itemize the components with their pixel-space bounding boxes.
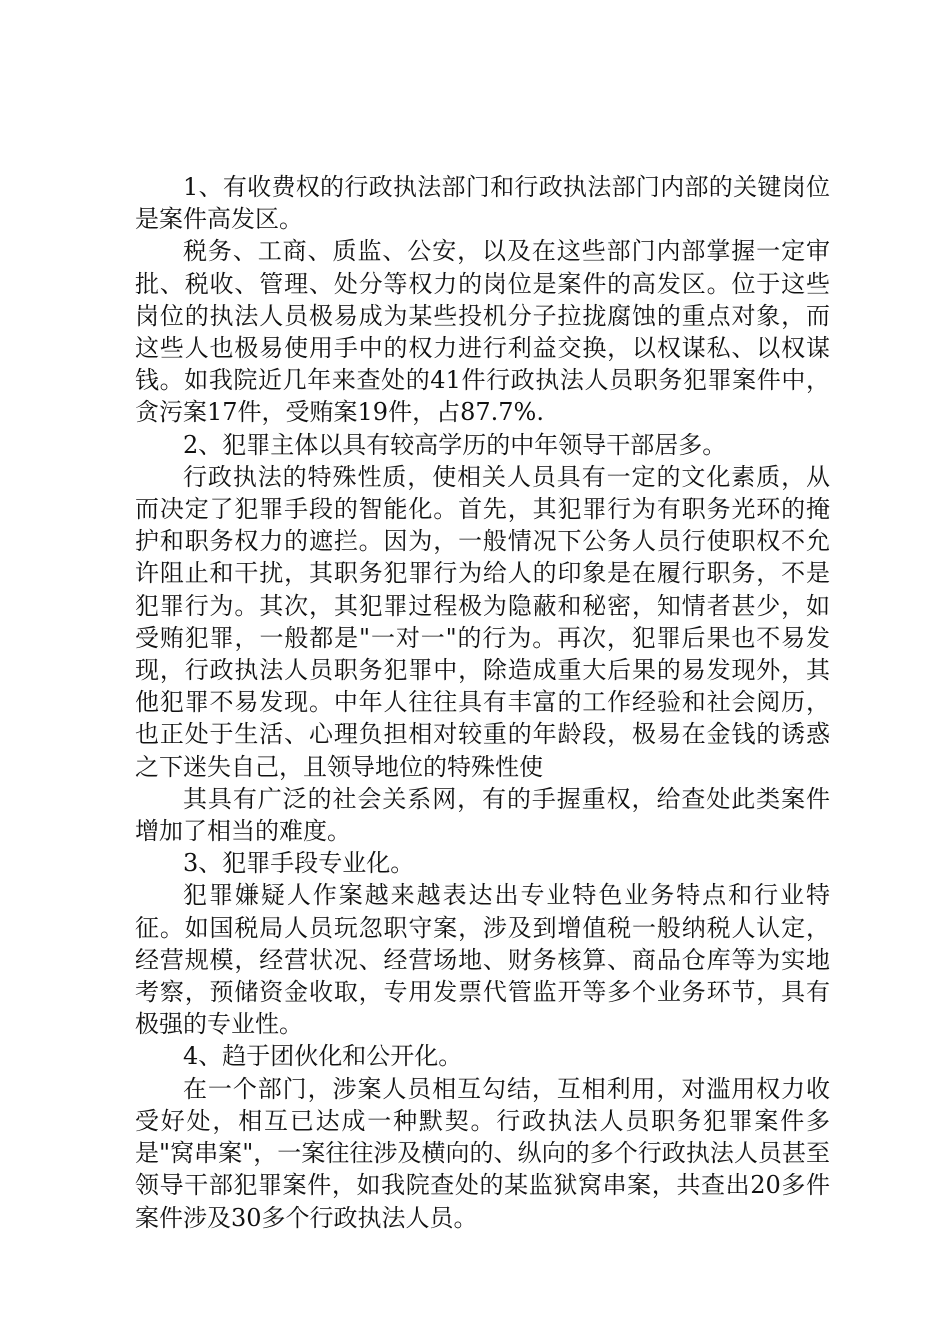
heading-point-4: 4、趋于团伙化和公开化。	[183, 1042, 463, 1071]
heading-point-2: 2、犯罪主体以具有较高学历的中年领导干部居多。	[183, 430, 727, 459]
heading-point-1: 1、有收费权的行政执法部门和行政执法部门内部的关键岗位是案件高发区。	[135, 173, 830, 234]
body-paragraph: 在一个部门，涉案人员相互勾结，互相利用，对滥用权力收受好处，相互已达成一种默契。行政执法人员职务犯罪案件多是"窝串案"，一案往往涉及横向的、纵向的多个行政执法人员甚至领导干部犯罪案件，如我院查处的某监狱窝串案，共查出20多件案件涉及30多个行政执法人员。	[135, 1074, 830, 1232]
body-paragraph: 其具有广泛的社会关系网，有的手握重权，给查处此类案件增加了相当的难度。	[135, 784, 830, 846]
heading-point-3: 3、犯罪手段专业化。	[183, 849, 415, 878]
body-paragraph: 犯罪嫌疑人作案越来越表达出专业特色业务特点和行业特征。如国税局人员玩忽职守案，涉及到增值税一般纳税人认定，经营规模，经营状况、经营场地、财务核算、商品仓库等为实地考察，预储资金收取，专用发票代管监开等多个业务环节，具有极强的专业性。	[135, 881, 830, 1039]
document-body	[135, 171, 830, 1234]
body-paragraph: 行政执法的特殊性质，使相关人员具有一定的文化素质，从而决定了犯罪手段的智能化。首先，其犯罪行为有职务光环的掩护和职务权力的遮拦。因为，一般情况下公务人员行使职权不允许阻止和干扰，其职务犯罪行为给人的印象是在履行职务，不是犯罪行为。其次，其犯罪过程极为隐蔽和秘密，知情者甚少，如受贿犯罪，一般都是"一对一"的行为。再次，犯罪后果也不易发现，行政执法人员职务犯罪中，除造成重大后果的易发现外，其他犯罪不易发现。中年人往往具有丰富的工作经验和社会阅历，也正处于生活、心理负担相对较重的年龄段，极易在金钱的诱惑之下迷失自己，且领导地位的特殊性使	[135, 462, 830, 781]
body-paragraph: 税务、工商、质监、公安，以及在这些部门内部掌握一定审批、税收、管理、处分等权力的岗位是案件的高发区。位于这些岗位的执法人员极易成为某些投机分子拉拢腐蚀的重点对象，而这些人也极易使用手中的权力进行利益交换，以权谋私、以权谋钱。如我院近几年来查处的41件行政执法人员职务犯罪案件中，贪污案17件，受贿案19件，占87.7%.	[135, 237, 830, 427]
